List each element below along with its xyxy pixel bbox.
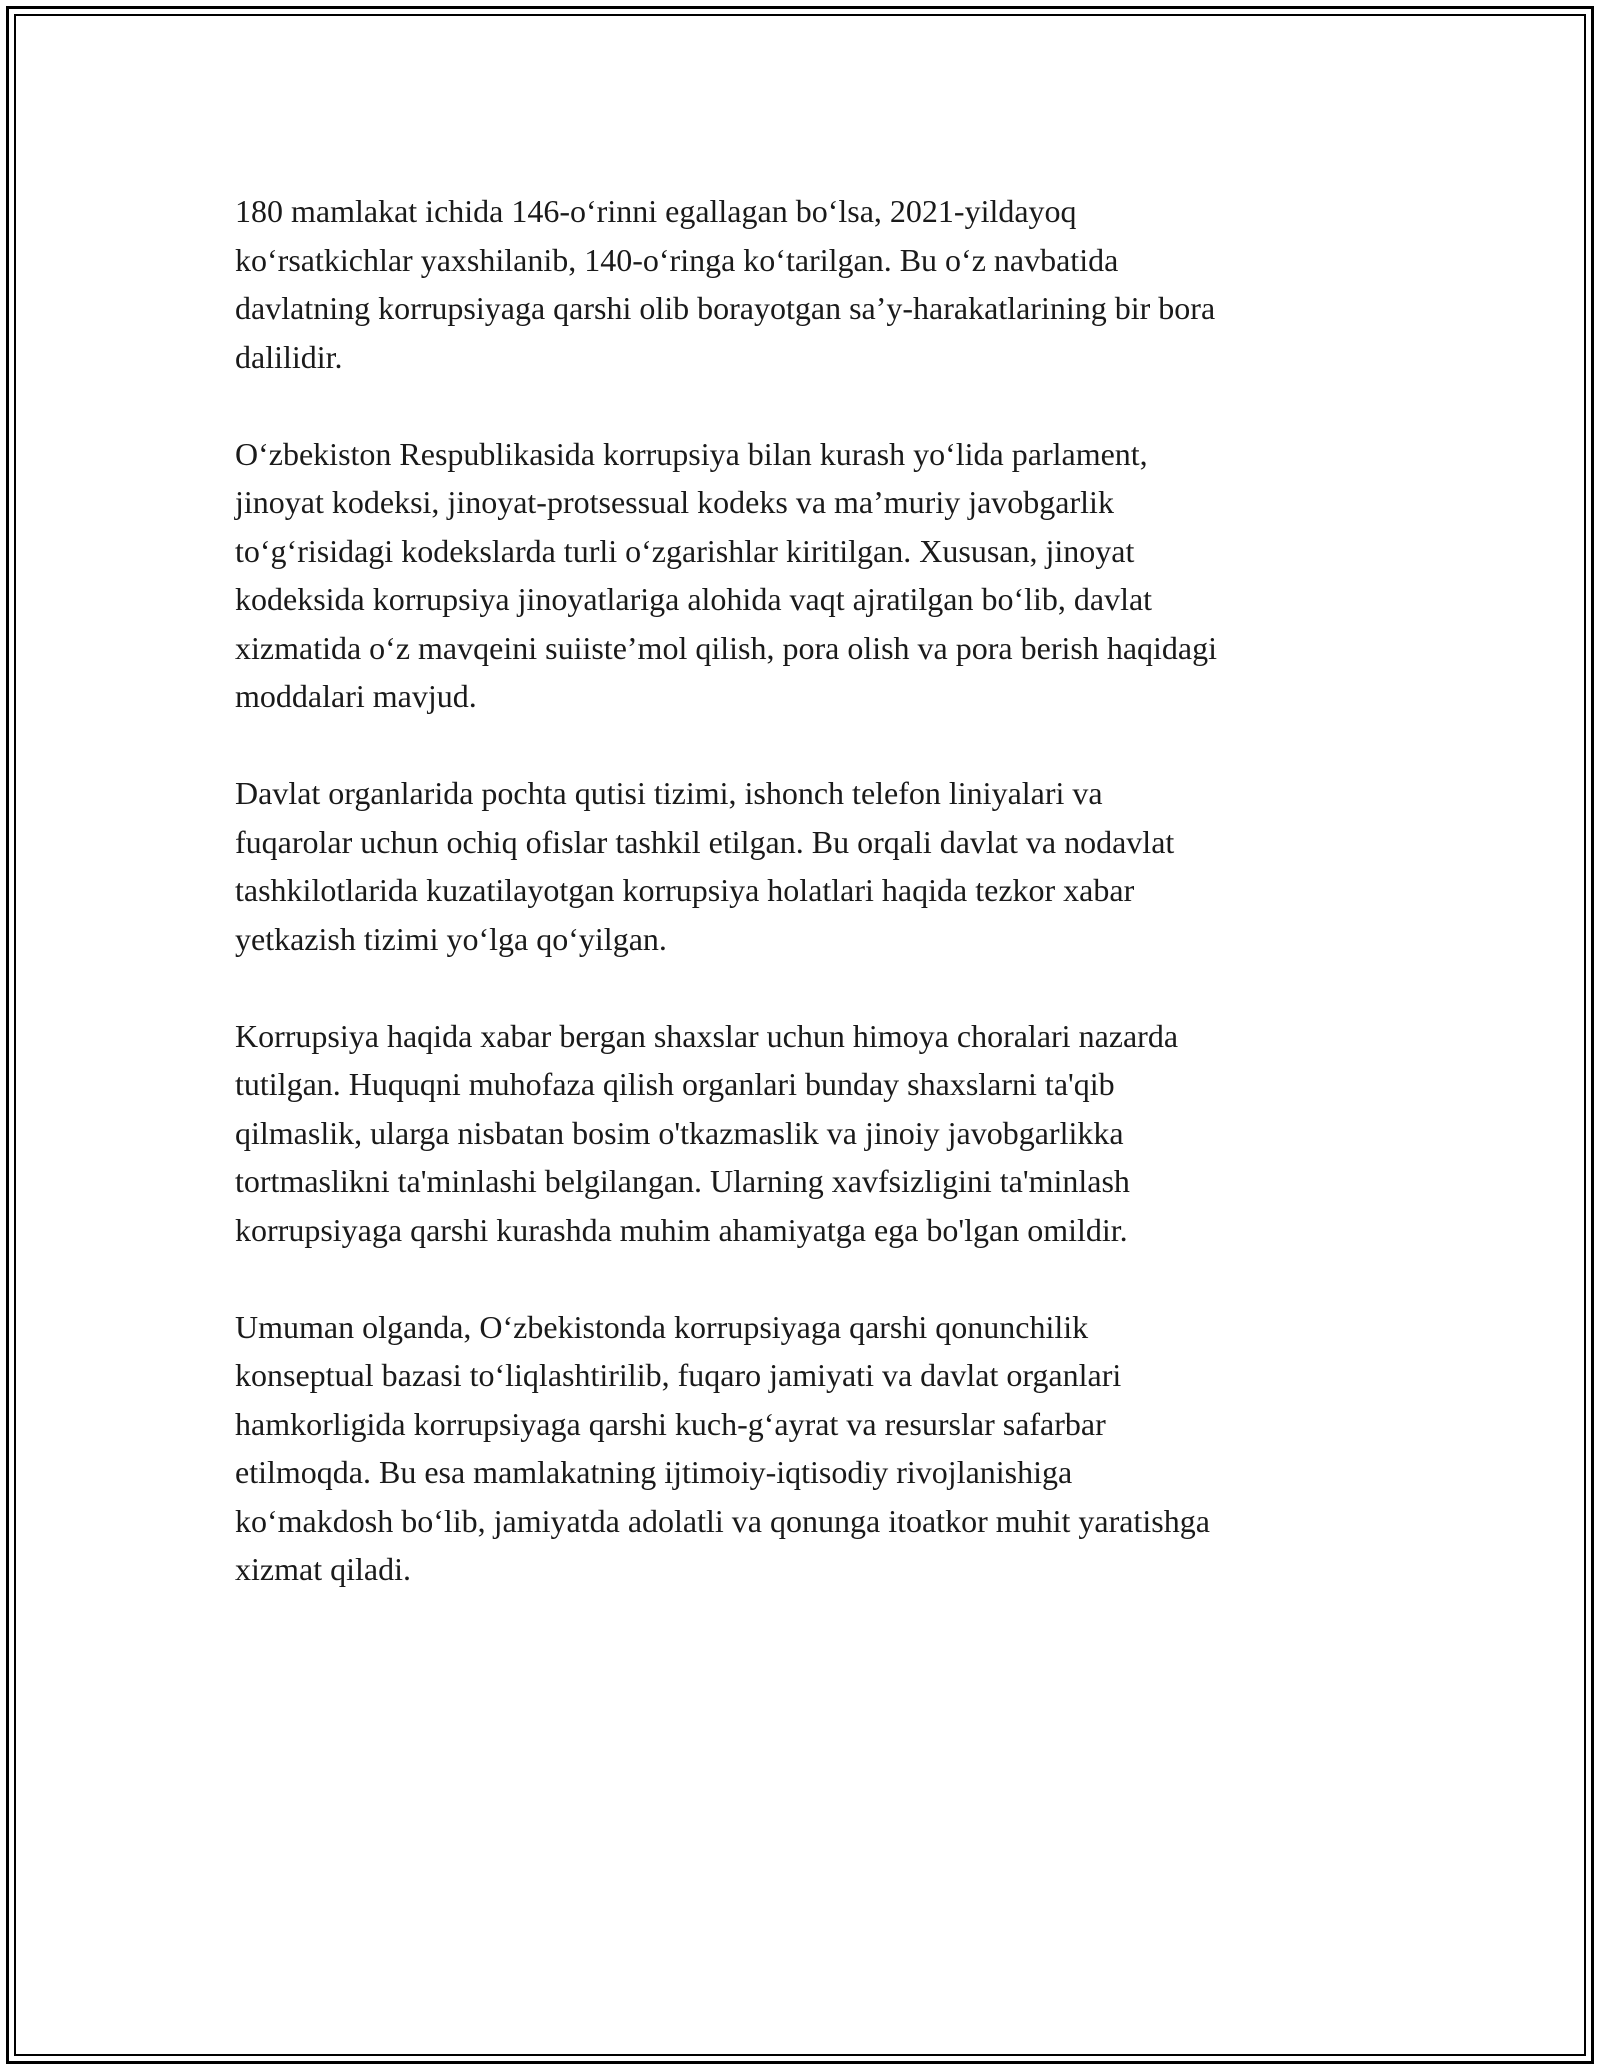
paragraph-4 [235,1012,1385,1255]
text-line: fuqarolar uchun ochiq ofislar tashkil etilgan. Bu orqali davlat va nodavlat [235,823,1175,860]
document-body [235,187,1385,1642]
text-line: qilmaslik, ularga nisbatan bosim o'tkazmaslik va jinoiy javobgarlikka [235,1114,1124,1151]
text-line: moddalari mavjud. [235,678,477,714]
text-line: kodeksida korrupsiya jinoyatlariga alohida vaqt ajratilgan bo‘lib, davlat [235,581,1153,617]
text-line: tortmaslikni ta'minlashi belgilangan. Ularning xavfsizligini ta'minlash [235,1163,1130,1199]
text-line: korrupsiyaga qarshi kurashda muhim ahamiyatga ega bo'lgan omildir. [235,1211,1128,1248]
paragraph-5 [235,1303,1385,1594]
paragraph-1 [235,187,1385,381]
text-line: tutilgan. Huquqni muhofaza qilish organlari bunday shaxslarni ta'qib [235,1066,1115,1102]
text-line: Korrupsiya haqida xabar bergan shaxslar uchun himoya choralari nazarda [235,1017,1179,1054]
text-line: dalilidir. [235,338,343,375]
text-line: ko‘makdosh bo‘lib, jamiyatda adolatli va qonunga itoatkor muhit yaratishga [235,1502,1210,1539]
text-line: davlatning korrupsiyaga qarshi olib borayotgan sa’y-harakatlarining bir bora [235,290,1216,326]
paragraph-3 [235,769,1385,963]
text-line: tashkilotlarida kuzatilayotgan korrupsiya holatlari haqida tezkor xabar [235,872,1135,908]
text-line: xizmat qiladi. [235,1551,411,1587]
text-line: hamkorligida korrupsiyaga qarshi kuch-g‘ayrat va resurslar safarbar [235,1405,1106,1442]
text-line: konseptual bazasi to‘liqlashtirilib, fuqaro jamiyati va davlat organlari [235,1357,1122,1393]
text-line: 180 mamlakat ichida 146-o‘rinni egallagan bo‘lsa, 2021-yildayoq [235,193,1077,229]
text-line: jinoyat kodeksi, jinoyat-protsessual kodeks va ma’muriy javobgarlik [235,484,1114,520]
text-line: xizmatida o‘z mavqeini suiiste’mol qilish, pora olish va pora berish haqidagi [235,629,1217,666]
text-line: yetkazish tizimi yo‘lga qo‘yilgan. [235,920,667,957]
text-line: ko‘rsatkichlar yaxshilanib, 140-o‘ringa ko‘tarilgan. Bu o‘z navbatida [235,241,1119,278]
text-line: to‘g‘risidagi kodekslarda turli o‘zgarishlar kiritilgan. Xususan, jinoyat [235,532,1135,569]
text-line: etilmoqda. Bu esa mamlakatning ijtimoiy-iqtisodiy rivojlanishiga [235,1454,1073,1490]
text-line: Umuman olganda, O‘zbekistonda korrupsiyaga qarshi qonunchilik [235,1308,1089,1345]
text-line: O‘zbekiston Respublikasida korrupsiya bilan kurash yo‘lida parlament, [235,435,1148,472]
text-line: Davlat organlarida pochta qutisi tizimi, ishonch telefon liniyalari va [235,775,1103,811]
paragraph-2 [235,430,1385,721]
